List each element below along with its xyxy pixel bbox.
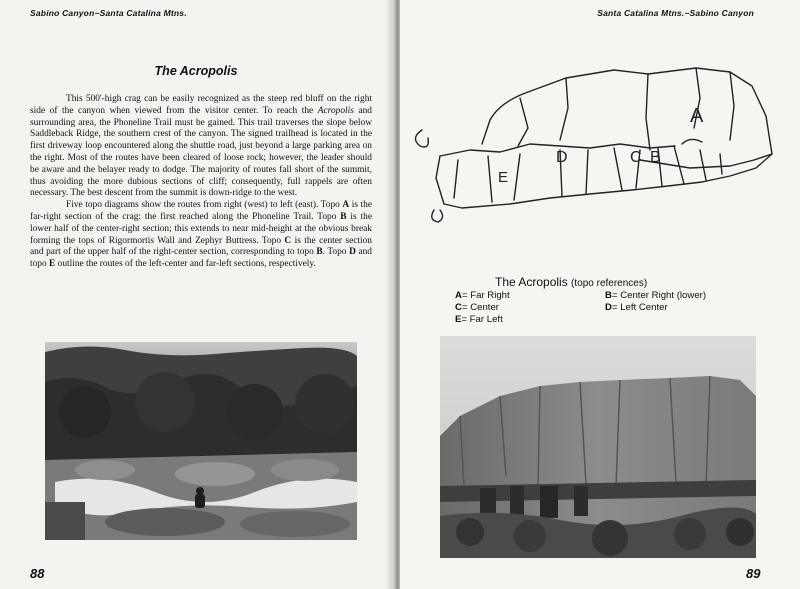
text-run: B xyxy=(316,247,323,258)
sketch-label-c: C xyxy=(630,149,642,166)
caption-title: The Acropolis xyxy=(495,275,568,289)
text-run: D xyxy=(349,247,356,258)
page-number-left: 88 xyxy=(30,566,45,581)
body-text xyxy=(30,94,372,271)
text-run: is the center section and part of the upper half of the right-center section, corresponding to topo xyxy=(30,235,372,258)
legend-item-d: D= Left Center xyxy=(605,302,668,313)
sketch-label-a: A xyxy=(690,105,704,127)
sketch-label-b: B xyxy=(650,149,661,166)
legend-item-e: E= Far Left xyxy=(455,314,503,325)
page-number-right: 89 xyxy=(746,566,761,581)
text-run: C xyxy=(284,235,292,246)
running-head-right: Santa Catalina Mtns.~Sabino Canyon xyxy=(597,8,754,18)
legend-item-c: C= Center xyxy=(455,302,500,313)
text-run: B xyxy=(340,211,347,222)
text-run: Five topo diagrams show the routes from right (west) to left (east). Topo xyxy=(66,200,343,211)
acropolis-topo-sketch xyxy=(400,58,800,228)
caption-subtitle: (topo references) xyxy=(571,278,648,289)
text-run: E xyxy=(49,259,56,270)
text-run: A xyxy=(342,200,350,211)
legend-item-a: A= Far Right xyxy=(455,290,510,301)
text-run: is the lower half of the center-right section; this extends to near mid-height at the obvious break forming the tops of Rigormortis Wall and Zephyr Buttress. Topo xyxy=(30,211,372,246)
sketch-label-e: E xyxy=(498,169,509,186)
paragraph-2 xyxy=(30,200,372,271)
paragraph-1 xyxy=(30,94,372,200)
text-run: Acropolis xyxy=(317,105,354,116)
left-page xyxy=(0,0,392,589)
text-run: and surrounding area, the Phoneline Trail must be gained. This trail traverses the slope below Saddleback Ridge, the southern crest of the canyon. The signed trailhead is located in the first driveway loop encountered along the shuttle road, just beyond a large parking area on the right. Most of the routes have been cleared of loose rock; however, the leader should be aware and the belayer ready to dodge. The majority of routes fall short of the summit, thus avoiding the more dubious sections of cliff; consequently, full rappels are often necessary. The best descent from the summit is down-ridge to the west. xyxy=(30,105,372,199)
canyon-creek-photo xyxy=(45,342,357,540)
text-run: . Topo xyxy=(322,247,350,258)
text-run: is the far-right section of the crag: the first reached along the Phoneline Trail. Topo xyxy=(30,200,372,222)
running-head-left: Sabino Canyon~Santa Catalina Mtns. xyxy=(30,8,187,18)
legend-item-b: B= Center Right (lower) xyxy=(605,290,707,301)
section-title: The Acropolis xyxy=(154,64,238,78)
acropolis-cliff-photo xyxy=(440,336,756,558)
sketch-label-d: D xyxy=(556,149,568,166)
text-run: This 500'-high crag can be easily recognized as the steep red bluff on the right side of the canyon when viewed from the visitor center. To reach the xyxy=(30,94,372,116)
text-run: outline the routes of the left-center and far-left sections, respectively. xyxy=(55,259,316,270)
right-page xyxy=(400,0,800,589)
text-run: and topo xyxy=(30,247,372,270)
sketch-caption xyxy=(495,275,647,289)
